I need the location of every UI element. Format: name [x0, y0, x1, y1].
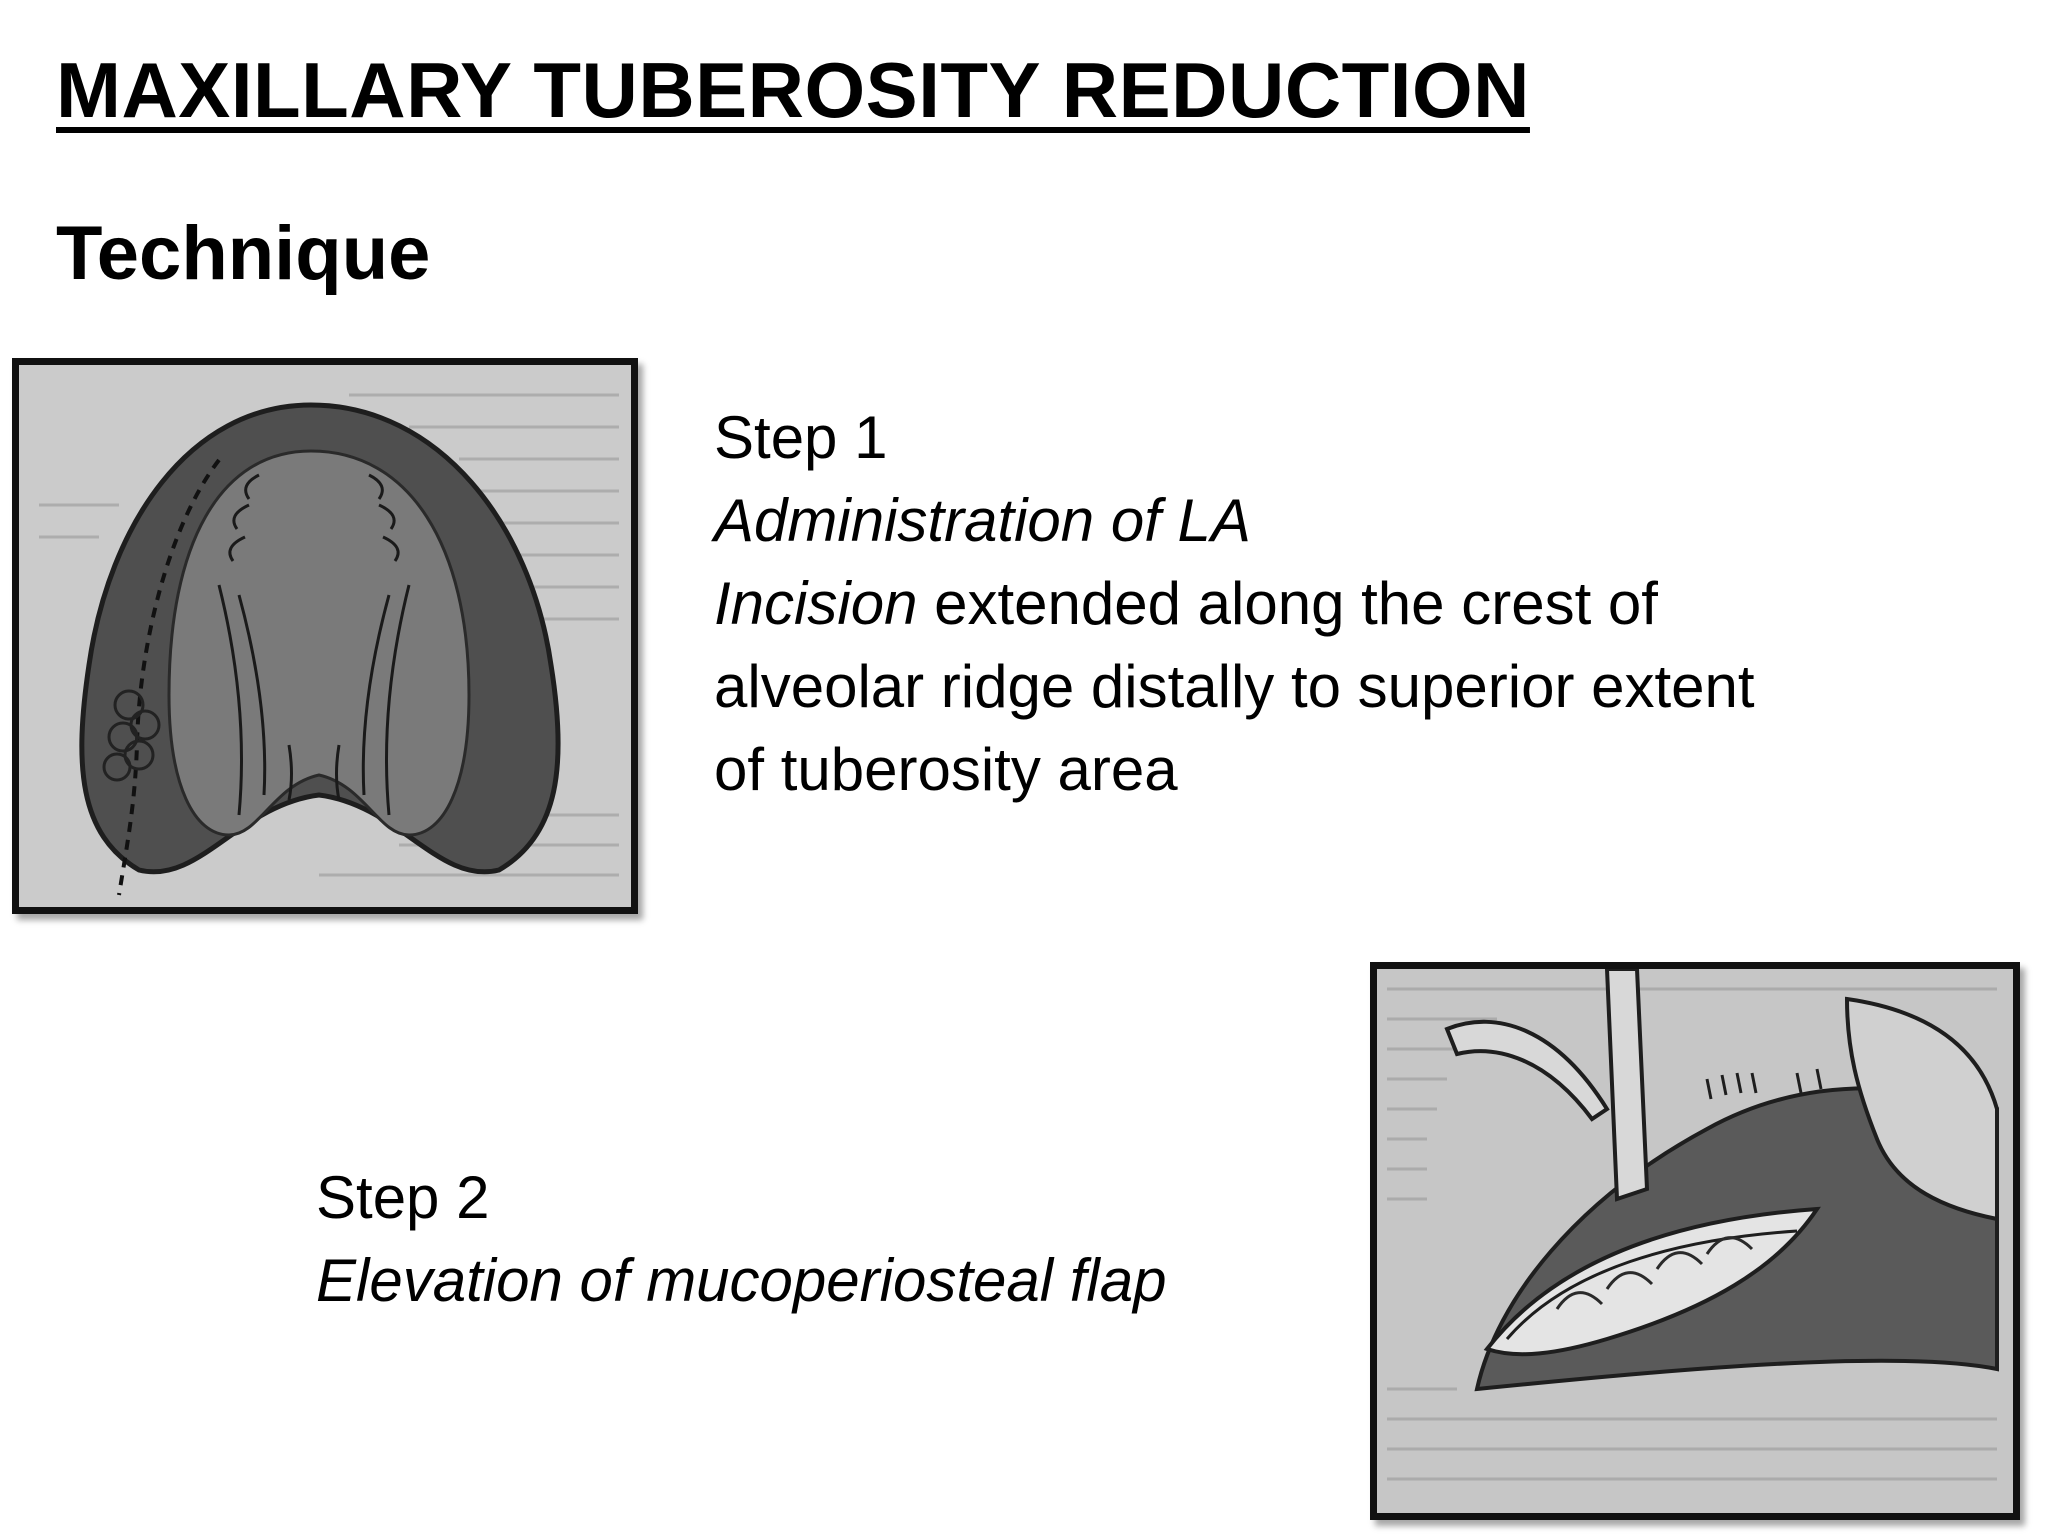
step-2-line-1: Elevation of mucoperiosteal flap: [316, 1247, 1167, 1314]
maxillary-arch-illustration: [12, 358, 638, 914]
step-1-label: Step 1: [714, 404, 888, 471]
step-2-label: Step 2: [316, 1164, 490, 1231]
step-1-line-3: alveolar ridge distally to superior extent: [714, 653, 1755, 720]
step-2-text: [316, 1156, 1356, 1322]
step-1-line-4: of tuberosity area: [714, 736, 1178, 803]
section-heading: Technique: [56, 211, 431, 296]
flap-elevation-drawing: [1377, 969, 2013, 1513]
step-1-line-2-rest: extended along the crest of: [917, 570, 1658, 637]
flap-elevation-illustration: [1370, 962, 2020, 1520]
maxillary-arch-drawing: [19, 365, 631, 907]
slide-title: MAXILLARY TUBEROSITY REDUCTION: [56, 46, 1530, 134]
step-1-text: [714, 396, 2014, 811]
step-1-line-2-italic: Incision: [714, 570, 918, 637]
step-1-line-1: Administration of LA: [714, 487, 1251, 554]
step-1-line-2: [714, 562, 2014, 645]
